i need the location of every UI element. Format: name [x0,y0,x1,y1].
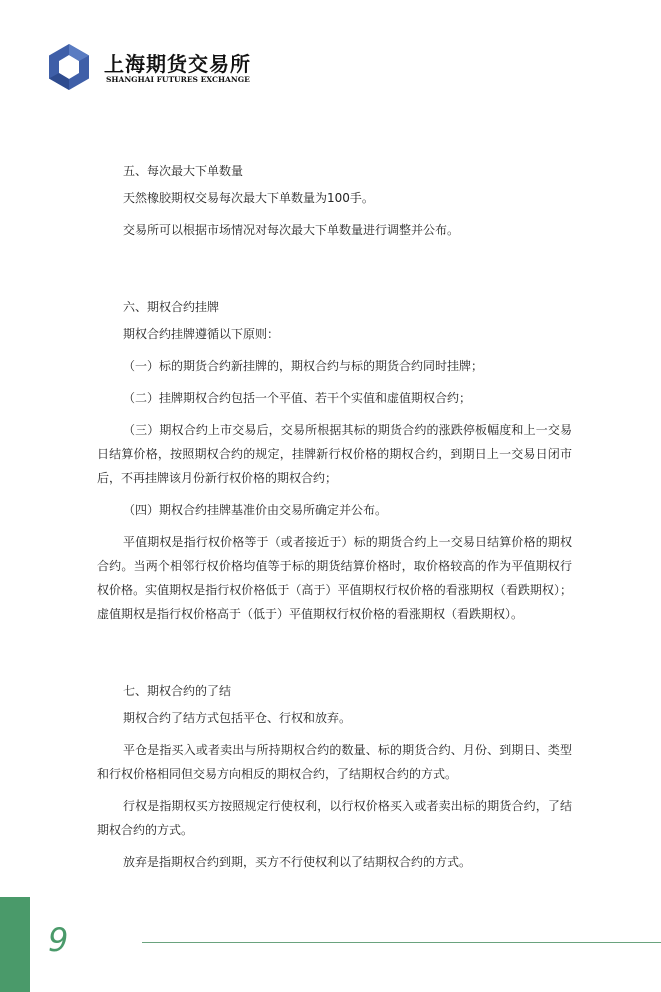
paragraph: 平值期权是指行权价格等于（或者接近于）标的期货合约上一交易日结算价格的期权合约。当两个相邻行权价格均值等于标的期货结算价格时，取价格较高的作为平值期权行权价格。实值期权是指行权价格低于（高于）平值期权行权价格的看涨期权（看跌期权）；虚值期权是指行权价格高于（低于）平值期权行权价格的看涨期权（看跌期权）。 [97,535,572,621]
paragraph: 放弃是指期权合约到期，买方不行使权利以了结期权合约的方式。 [123,855,472,869]
footer-divider [142,942,661,943]
footer-accent-bar [0,897,30,992]
list-item: （二）挂牌期权合约包括一个平值、若干个实值和虚值期权合约； [123,391,472,405]
paragraph: 天然橡胶期权交易每次最大下单数量为100手。 [123,191,374,205]
header [44,42,304,92]
paragraph: 交易所可以根据市场情况对每次最大下单数量进行调整并公布。 [123,223,460,237]
logo-english-name: SHANGHAI FUTURES EXCHANGE [106,75,250,84]
exchange-logo-icon [44,42,94,92]
section-heading: 七、期权合约的了结 [123,684,232,698]
paragraph: 期权合约挂牌遵循以下原则： [123,327,280,341]
list-item: （一）标的期货合约新挂牌的，期权合约与标的期货合约同时挂牌； [123,359,484,373]
paragraph: 行权是指期权买方按照规定行使权利，以行权价格买入或者卖出标的期货合约，了结期权合约的方式。 [97,799,572,837]
section-heading: 六、期权合约挂牌 [123,300,220,314]
list-item: （四）期权合约挂牌基准价由交易所确定并公布。 [123,503,388,517]
paragraph: 平仓是指买入或者卖出与所持期权合约的数量、标的期货合约、月份、到期日、类型和行权价格相同但交易方向相反的期权合约，了结期权合约的方式。 [97,743,572,781]
section-heading: 五、每次最大下单数量 [123,164,244,178]
logo-chinese-name: 上海期货交易所 [104,52,251,76]
page-number: 9 [48,921,69,959]
document-body [97,156,572,882]
paragraph: 期权合约了结方式包括平仓、行权和放弃。 [123,711,352,725]
list-item: （三）期权合约上市交易后，交易所根据其标的期货合约的涨跌停板幅度和上一交易日结算价格，按照期权合约的规定，挂牌新行权价格的期权合约，到期日上一交易日闭市后，不再挂牌该月份新行权价格的期权合约； [97,423,572,485]
